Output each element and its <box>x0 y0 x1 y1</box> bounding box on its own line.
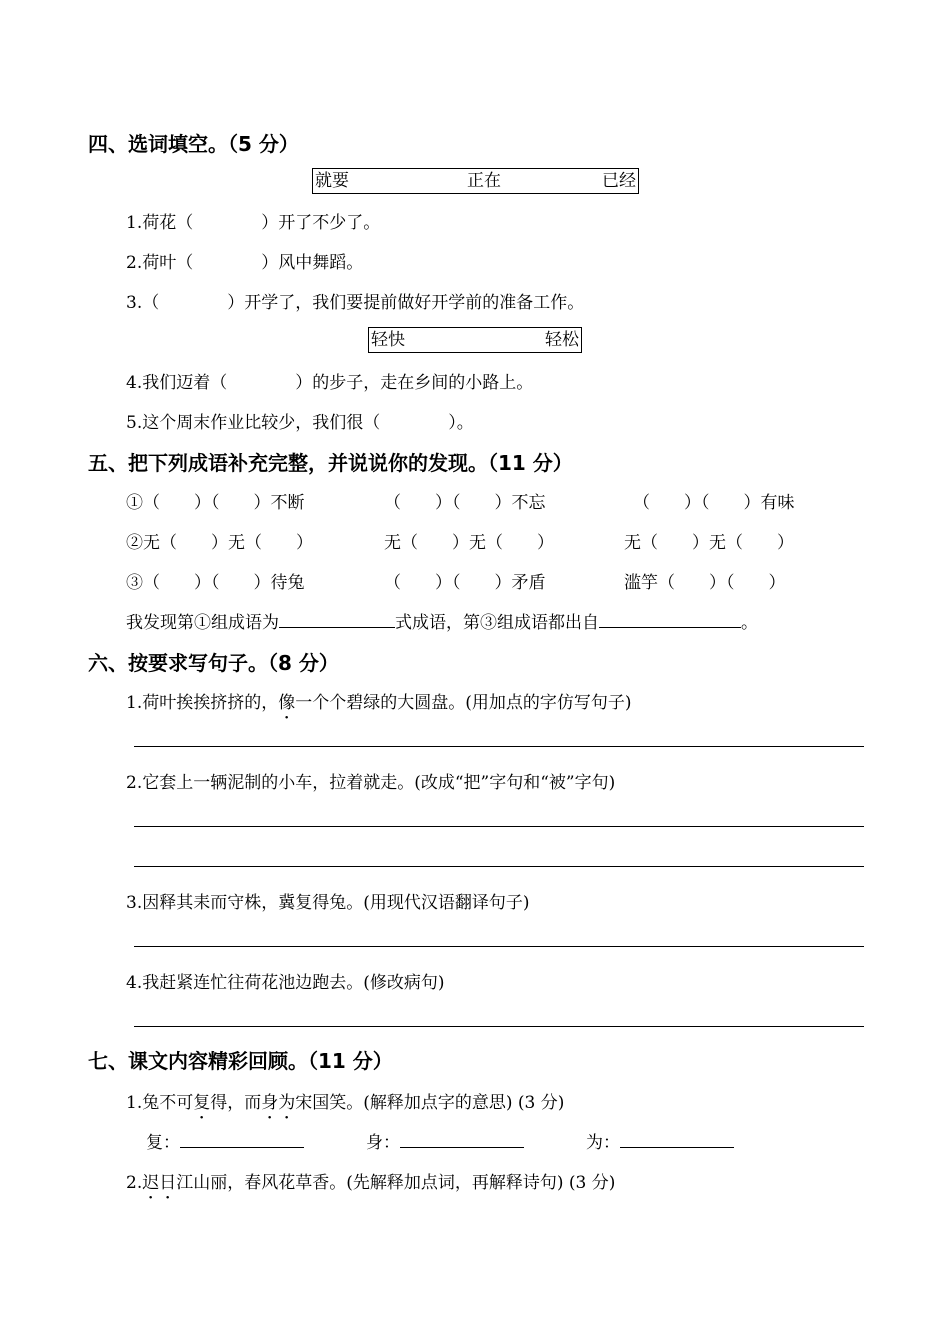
answer-blank[interactable] <box>400 1129 524 1148</box>
idiom-item: ②无（ ）无（ ） <box>126 533 313 553</box>
question-text: 宋国笑。(解释加点字的意思) (3 分) <box>295 1093 565 1113</box>
section-4-title: 四、选词填空。（5 分） <box>88 132 299 156</box>
question-text: 1.荷叶挨挨挤挤的， <box>126 693 279 713</box>
sec4-q4: 4.我们迈着（ ）的步子，走在乡间的小路上。 <box>126 373 534 393</box>
word-box-2-option: 轻松 <box>545 330 579 350</box>
word-box-1-option: 已经 <box>602 171 636 191</box>
fill-label: 为： <box>586 1133 620 1153</box>
answer-blank[interactable] <box>599 609 741 628</box>
sec4-q2: 2.荷叶（ ）风中舞蹈。 <box>126 253 364 273</box>
sec7-q2 <box>126 1168 615 1193</box>
question-text: 1.兔不可 <box>126 1093 194 1113</box>
word-box-1-option: 就要 <box>315 171 349 191</box>
dotted-char: 身 <box>261 1093 279 1113</box>
answer-blank[interactable] <box>620 1129 734 1148</box>
dotted-char: 为 <box>278 1093 296 1113</box>
idiom-item: 无（ ）无（ ） <box>624 533 794 553</box>
answer-line[interactable] <box>134 746 864 747</box>
finding-sentence <box>126 608 758 633</box>
idiom-item: （ ）（ ）有味 <box>633 493 795 513</box>
question-text: 2. <box>126 1173 143 1193</box>
sec4-q1: 1.荷花（ ）开了不少了。 <box>126 213 381 233</box>
sec4-q3: 3.（ ）开学了，我们要提前做好开学前的准备工作。 <box>126 293 585 313</box>
answer-line[interactable] <box>134 866 864 867</box>
idiom-item: 无（ ）无（ ） <box>384 533 554 553</box>
word-box-1 <box>312 168 639 194</box>
question-text: 得，而 <box>210 1093 262 1113</box>
question-text: 江山丽，春风花草香。(先解释加点词，再解释诗句) (3 分) <box>176 1173 616 1193</box>
idiom-item: （ ）（ ）不忘 <box>384 493 546 513</box>
fill-label: 身： <box>366 1133 400 1153</box>
dotted-char: 日 <box>159 1173 177 1193</box>
finding-text: 我发现第①组成语为 <box>126 613 279 633</box>
dotted-char: 迟 <box>142 1173 160 1193</box>
finding-text: 式成语，第③组成语都出自 <box>395 613 599 633</box>
word-box-2 <box>368 327 582 353</box>
idiom-item: （ ）（ ）矛盾 <box>384 573 546 593</box>
finding-text: 。 <box>741 613 758 633</box>
answer-blank[interactable] <box>180 1129 304 1148</box>
answer-line[interactable] <box>134 826 864 827</box>
question-text: 一个个碧绿的大圆盘。(用加点的字仿写句子) <box>295 693 632 713</box>
word-box-1-option: 正在 <box>467 171 501 191</box>
section-7-title: 七、课文内容精彩回顾。（11 分） <box>88 1049 393 1073</box>
meaning-fill-1 <box>146 1128 304 1153</box>
idiom-item: ①（ ）（ ）不断 <box>126 493 305 513</box>
fill-label: 复： <box>146 1133 180 1153</box>
sec6-q1 <box>126 688 632 713</box>
answer-line[interactable] <box>134 946 864 947</box>
meaning-fill-3 <box>586 1128 734 1153</box>
answer-line[interactable] <box>134 1026 864 1027</box>
section-5-title: 五、把下列成语补充完整，并说说你的发现。（11 分） <box>88 451 573 475</box>
section-6-title: 六、按要求写句子。（8 分） <box>88 651 339 675</box>
sec6-q2: 2.它套上一辆泥制的小车，拉着就走。(改成“把”字句和“被”字句) <box>126 773 616 793</box>
answer-blank[interactable] <box>279 609 395 628</box>
dotted-char: 像 <box>278 693 296 713</box>
dotted-char: 复 <box>193 1093 211 1113</box>
sec4-q5: 5.这个周末作业比较少，我们很（ ）。 <box>126 413 474 433</box>
sec6-q4: 4.我赶紧连忙往荷花池边跑去。(修改病句) <box>126 973 445 993</box>
word-box-2-option: 轻快 <box>371 330 405 350</box>
idiom-item: ③（ ）（ ）待兔 <box>126 573 305 593</box>
idiom-item: 滥竽（ ）（ ） <box>624 573 786 593</box>
sec6-q3: 3.因释其耒而守株，冀复得兔。(用现代汉语翻译句子) <box>126 893 530 913</box>
meaning-fill-2 <box>366 1128 524 1153</box>
sec7-q1 <box>126 1088 564 1113</box>
